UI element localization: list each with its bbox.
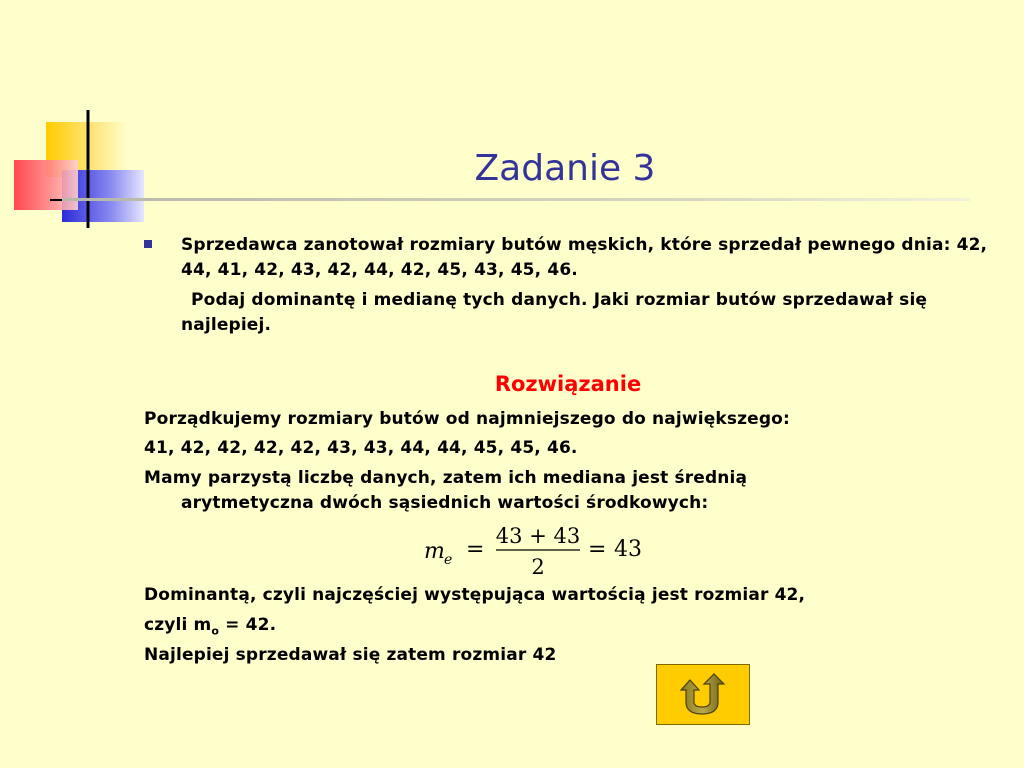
formula-equals-2: = — [588, 537, 607, 562]
formula-symbol: m — [424, 539, 445, 564]
line5-suffix: = 42. — [219, 615, 277, 635]
task-paragraph-1: Sprzedawca zanotował rozmiary butów męskich, które sprzedał pewnego dnia: 42, 44, 41, 42, 43, 42, 44, 42, 45, 43, 45, 46. — [181, 235, 988, 280]
line5-subscript: o — [211, 624, 220, 638]
formula-result: 43 — [614, 537, 642, 562]
line5-prefix: czyli m — [144, 615, 212, 635]
slide-title: Zadanie 3 — [474, 148, 656, 189]
task-text — [181, 233, 993, 338]
solution-line-2: 41, 42, 42, 42, 42, 43, 43, 44, 44, 45, 45, 46. — [144, 438, 578, 458]
solution-line-6: Najlepiej sprzedawał się zatem rozmiar 42 — [144, 645, 557, 665]
solution-line-3b: arytmetyczna dwóch sąsiednich wartości środkowych: — [181, 493, 709, 513]
solution-line-3a: Mamy parzystą liczbę danych, zatem ich mediana jest średnią — [144, 468, 748, 488]
u-turn-arrow-icon — [678, 672, 728, 718]
formula-denominator: 2 — [531, 555, 545, 579]
title-divider — [62, 198, 970, 201]
corner-decoration — [0, 0, 160, 240]
formula-subscript: e — [444, 552, 453, 568]
median-formula — [420, 518, 660, 582]
return-button[interactable] — [656, 664, 750, 725]
task-paragraph-2: Podaj dominantę i medianę tych danych. Jaki rozmiar butów sprzedawał się najlepiej. — [181, 290, 928, 335]
formula-equals-1: = — [466, 537, 485, 562]
solution-heading: Rozwiązanie — [494, 372, 642, 396]
bullet-icon — [144, 240, 152, 248]
formula-numerator: 43 + 43 — [495, 524, 581, 548]
solution-line-4: Dominantą, czyli najczęściej występująca wartością jest rozmiar 42, — [144, 585, 806, 605]
solution-line-5 — [144, 613, 276, 643]
solution-line-1: Porządkujemy rozmiary butów od najmniejszego do największego: — [144, 409, 790, 429]
